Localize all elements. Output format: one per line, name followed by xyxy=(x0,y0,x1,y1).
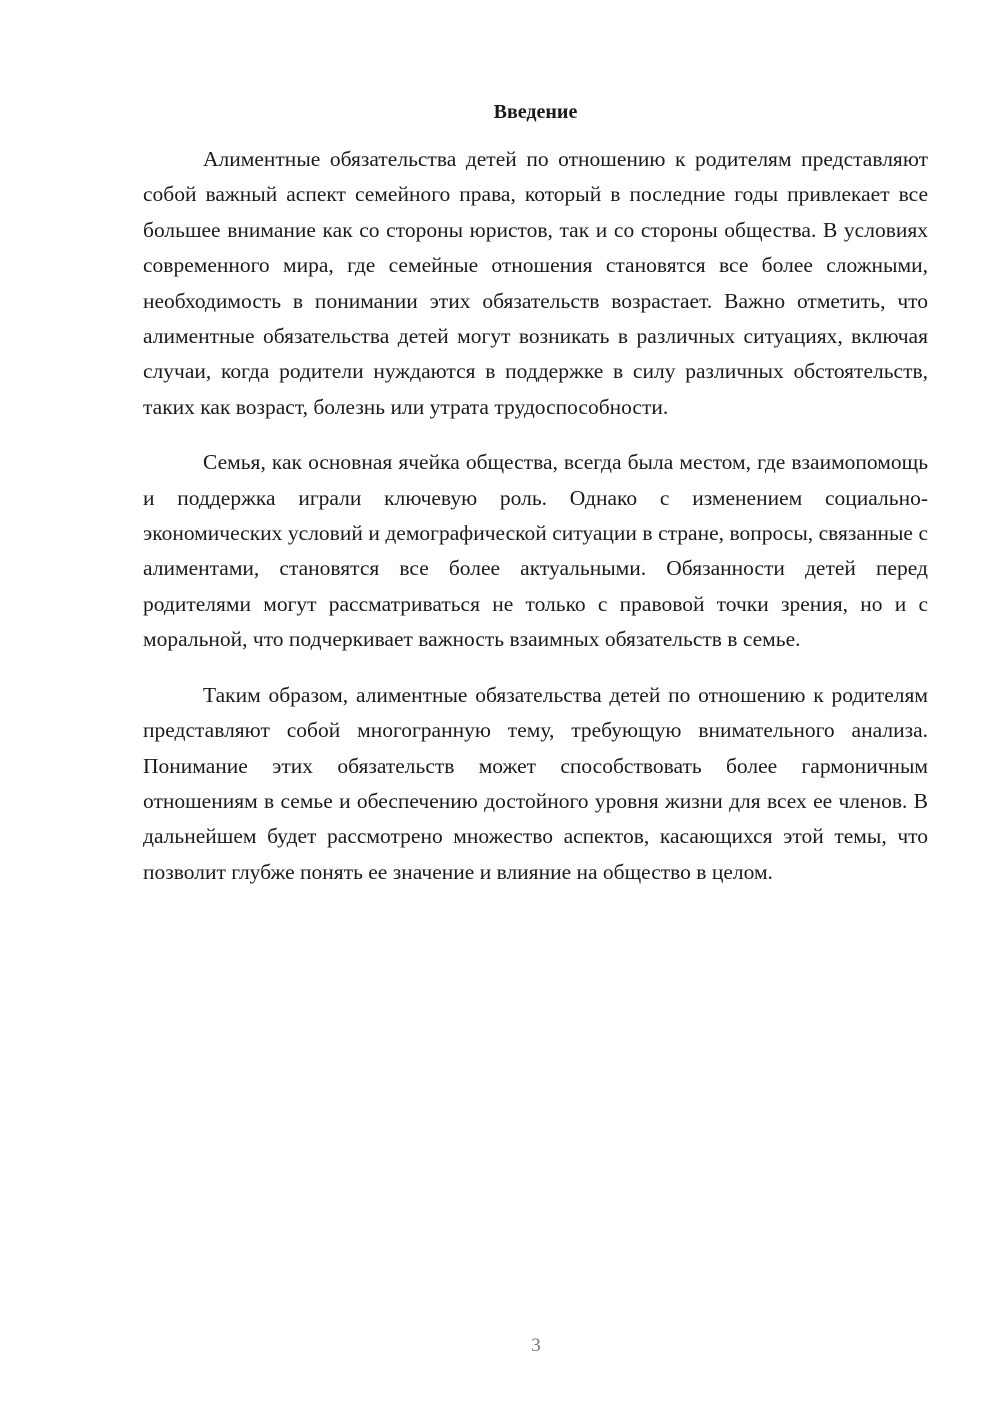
paragraph-2: Семья, как основная ячейка общества, всегда была местом, где взаимопомощь и поддержка играли ключевую роль. Однако с изменением социально-экономических условий и демографической ситуации в стране, вопросы, связанные с алиментами, становятся все более актуальными. Обязанности детей перед родителями могут рассматриваться не только с правовой точки зрения, но и с моральной, что подчеркивает важность взаимных обязательств в семье. xyxy=(143,450,928,652)
body-text xyxy=(143,142,928,910)
section-heading: Введение xyxy=(493,101,578,123)
paragraph-1: Алиментные обязательства детей по отношению к родителям представляют собой важный аспект семейного права, который в последние годы привлекает все большее внимание как со стороны юристов, так и со стороны общества. В условиях современного мира, где семейные отношения становятся все более сложными, необходимость в понимании этих обязательств возрастает. Важно отметить, что алиментные обязательства детей могут возникать в различных ситуациях, включая случаи, когда родители нуждаются в поддержке в силу различных обстоятельств, таких как возраст, болезнь или утрата трудоспособности. xyxy=(143,147,928,419)
page-number: 3 xyxy=(531,1335,541,1356)
paragraph-3: Таким образом, алиментные обязательства детей по отношению к родителям представляют собой многогранную тему, требующую внимательного анализа. Понимание этих обязательств может способствовать более гармоничным отношениям в семье и обеспечению достойного уровня жизни для всех ее членов. В дальнейшем будет рассмотрено множество аспектов, касающихся этой темы, что позволит глубже понять ее значение и влияние на общество в целом. xyxy=(143,682,928,884)
